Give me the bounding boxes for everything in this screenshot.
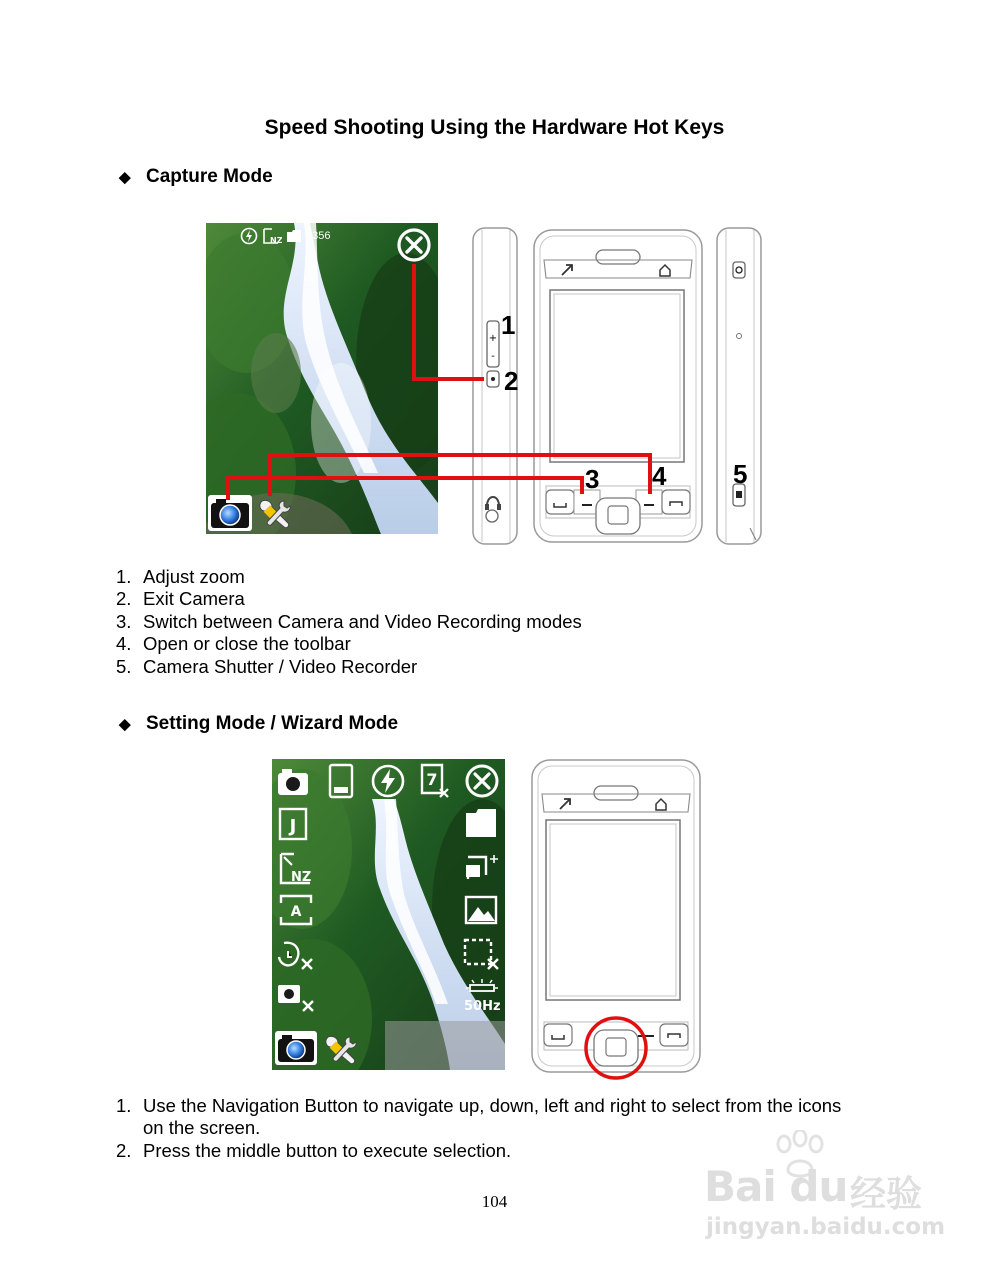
self-timer-off-icon[interactable] [276, 937, 316, 973]
folder-icon[interactable] [464, 807, 500, 841]
right-softkey[interactable] [660, 1024, 688, 1046]
phone-front-view [530, 758, 702, 1080]
svg-text:J: J [289, 816, 297, 837]
capture-mode-heading-text: Capture Mode [146, 166, 273, 187]
close-icon[interactable] [464, 763, 500, 799]
list-item: 1. Use the Navigation Button to navigate up, down, left and right to select from the icons on the screen. [116, 1095, 842, 1139]
flicker-label: 50Hz [464, 999, 501, 1014]
list-item: 1. Adjust zoom [116, 566, 245, 587]
svg-text:A: A [290, 904, 302, 920]
flash-icon[interactable] [370, 763, 406, 799]
frame-off-icon[interactable] [462, 937, 502, 973]
watermark-chinese: 经验 [850, 1174, 923, 1215]
diamond-bullet-icon: ◆ [119, 169, 131, 186]
svg-text:+: + [488, 333, 498, 344]
baidu-watermark [700, 1130, 950, 1250]
timer-note-icon[interactable] [418, 763, 452, 799]
left-softkey[interactable] [544, 1024, 572, 1046]
setting-screen [272, 759, 505, 1070]
burst-off-icon[interactable] [276, 979, 316, 1015]
list-item: 2. Press the middle button to execute selection. [116, 1139, 512, 1161]
camera-mode-button[interactable] [275, 1031, 317, 1065]
capture-steps-list [116, 566, 876, 678]
list-item: 3. Switch between Camera and Video Recording modes [116, 610, 582, 632]
callout-2: 2 [504, 366, 519, 396]
tools-icon[interactable] [320, 1031, 364, 1067]
svg-text:-: - [491, 351, 495, 362]
callout-3: 3 [585, 464, 600, 494]
resolution-icon[interactable] [278, 851, 314, 887]
callout-4: 4 [652, 461, 667, 491]
frame-icon[interactable] [278, 807, 312, 843]
list-item: 2. Exit Camera [116, 588, 245, 610]
setting-mode-heading [119, 713, 398, 735]
callout-lines [0, 0, 989, 600]
camera-icon[interactable] [276, 765, 312, 799]
scene-icon[interactable] [464, 893, 500, 929]
page-number: 104 [481, 1192, 508, 1211]
callout-5: 5 [733, 459, 748, 489]
diamond-bullet-icon: ◆ [119, 716, 131, 733]
svg-text:7: 7 [426, 770, 438, 789]
watermark-url: jingyan.baidu.com [706, 1214, 946, 1240]
flicker-lamp-icon [464, 979, 500, 995]
callout-1: 1 [501, 310, 516, 340]
svg-text:NZ: NZ [270, 236, 282, 245]
page-title: Speed Shooting Using the Hardware Hot Keys [264, 116, 725, 139]
flicker-icon[interactable] [464, 979, 500, 1015]
list-item: 4. Open or close the toolbar [116, 633, 351, 655]
shots-remaining: 3356 [306, 230, 331, 242]
auto-icon[interactable] [278, 893, 314, 927]
watermark-brand: Bai du [704, 1162, 848, 1211]
display-icon[interactable] [326, 763, 356, 799]
svg-text:NZ: NZ [291, 870, 312, 885]
camera-icon [275, 1031, 317, 1065]
list-item: 5. Camera Shutter / Video Recorder [116, 655, 418, 677]
white-balance-icon[interactable] [462, 851, 502, 887]
setting-mode-heading-text: Setting Mode / Wizard Mode [146, 713, 399, 734]
